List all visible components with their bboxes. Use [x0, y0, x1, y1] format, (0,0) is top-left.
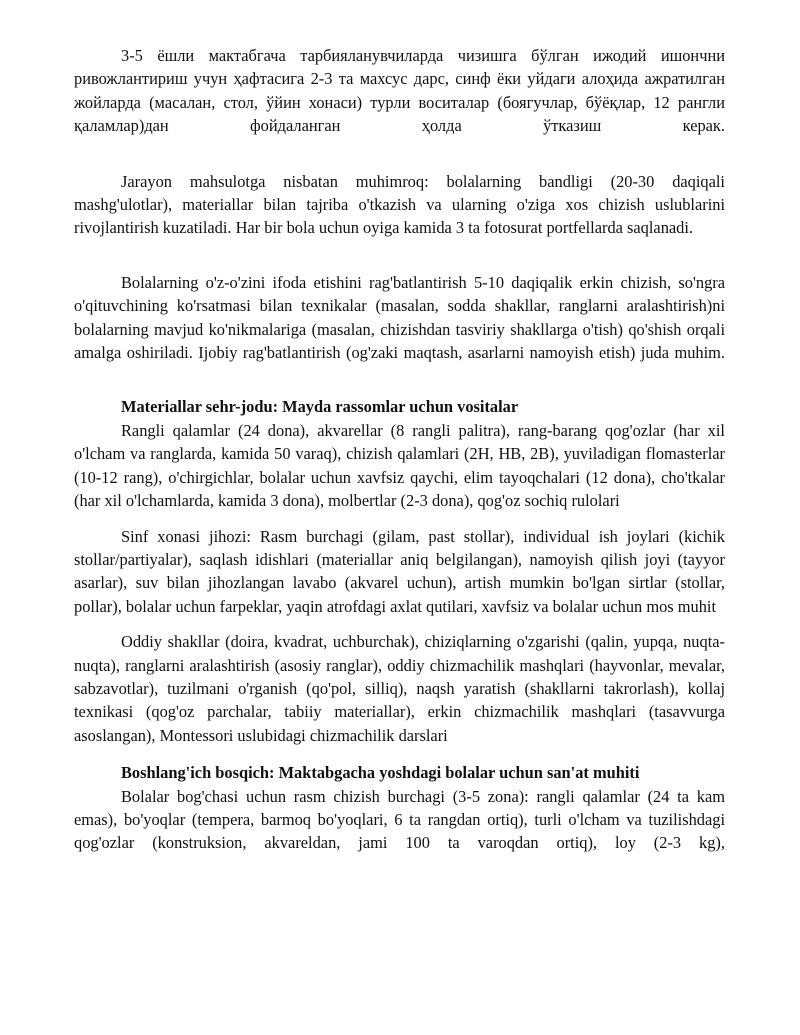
- paragraph-materials-list: Rangli qalamlar (24 dona), akvarellar (8 rangli palitra), rang-barang qog'ozlar (har xil o'lcham va ranglarda, kamida 50 varaq), chizish qalamlari (2H, HB, 2B), yuviladigan flomasterlar (10-12 rang), o'chirgichlar, bolalar uchun xavfsiz qaychi, elim tayoqchalari (12 dona), cho'tkalar (har xil o'lchamlarda, kamida 3 dona), molbertlar (2-3 dona), qog'oz sochiq rulolari: [74, 420, 725, 511]
- document-page: [74, 44, 725, 855]
- paragraph-cyrillic-intro: 3-5 ёшли мактабгача тарбияланувчиларда чизишга бўлган ижодий ишончни ривожлантириш учун ҳафтасига 2-3 та махсус дарс, синф ёки уйдаги алоҳида ажратилган жойларда (масалан, стол, ўйин хонаси) турли воситалар (боягучлар, бўёқлар, 12 рангли қаламлар)дан фойдаланган ҳолда ўтказиш керак.: [74, 46, 725, 136]
- paragraph-simple-shapes: Oddiy shakllar (doira, kvadrat, uchburchak), chiziqlarning o'zgarishi (qalin, yupqa, nuqta-nuqta), ranglarni aralashtirish (asosiy ranglar), oddiy chizmachilik mashqlari (hayvonlar, mevalar, sabzavotlar), tuzilmani o'rganish (qo'pol, silliq), naqsh yaratish (shakllarni takrorlash), kollaj texnikasi (qog'oz parchalar, tabiiy materiallar), erkin chizmachilik mashqlari (tasavvurga asoslangan), Montessori uslubidagi chizmachilik darslari: [74, 632, 725, 745]
- paragraph-process-importance: Jarayon mahsulotga nisbatan muhimroq: bolalarning bandligi (20-30 daqiqali mashg'ulotlar), materiallar bilan tajriba o'tkazish va ularning o'ziga xos chizish uslublarini rivojlantirish kuzatiladi. Har bir bola uchun oyiga kamida 3 ta fotosurat portfellarda saqlanadi.: [74, 171, 725, 238]
- paragraph-self-expression: Bolalarning o'z-o'zini ifoda etishini rag'batlantirish 5-10 daqiqalik erkin chizish, so'ngra o'qituvchining ko'rsatmasi bilan texnikalar (masalan, sodda shakllar, ranglarni aralashtirish)ni bolalarning mavjud ko'nikmalariga (masalan, chizishdan tasviriy shakllarga o'tish) qo'shish orqali amalga oshiriladi. Ijobiy rag'batlantirish (og'zaki maqtash, asarlarni namoyish etish) juda muhim.: [74, 272, 725, 363]
- section-heading-initial-stage: Boshlang'ich bosqich: Maktabgacha yoshdagi bolalar uchun san'at muhiti: [121, 763, 640, 783]
- paragraph-classroom-equipment: Sinf xonasi jihozi: Rasm burchagi (gilam, past stollar), individual ish joylari (kichik stollar/partiyalar), saqlash idishlari (materiallar aniq belgilangan), namoyish qilish joyi (tayyor asarlar), suv bilan jihozlangan lavabo (akvarel uchun), artish mumkin bo'lgan sirtlar (stollar, pollar), bolalar uchun farpeklar, yaqin atrofdagi axlat qutilari, xavfsiz va bolalar uchun mos muhit: [74, 526, 725, 616]
- paragraph-kindergarten-corner: Bolalar bog'chasi uchun rasm chizish burchagi (3-5 zona): rangli qalamlar (24 ta kam emas), bo'yoqlar (tempera, barmoq bo'yoqlari, 6 ta rangdan ortiq), turli o'lcham va tuzilishdagi qog'ozlar (konstruksion, akvareldan, jami 100 ta varoqdan ortiq), loy (2-3 kg),: [74, 786, 725, 853]
- section-heading-materials: Materiallar sehr-jodu: Mayda rassomlar uchun vositalar: [121, 397, 519, 417]
